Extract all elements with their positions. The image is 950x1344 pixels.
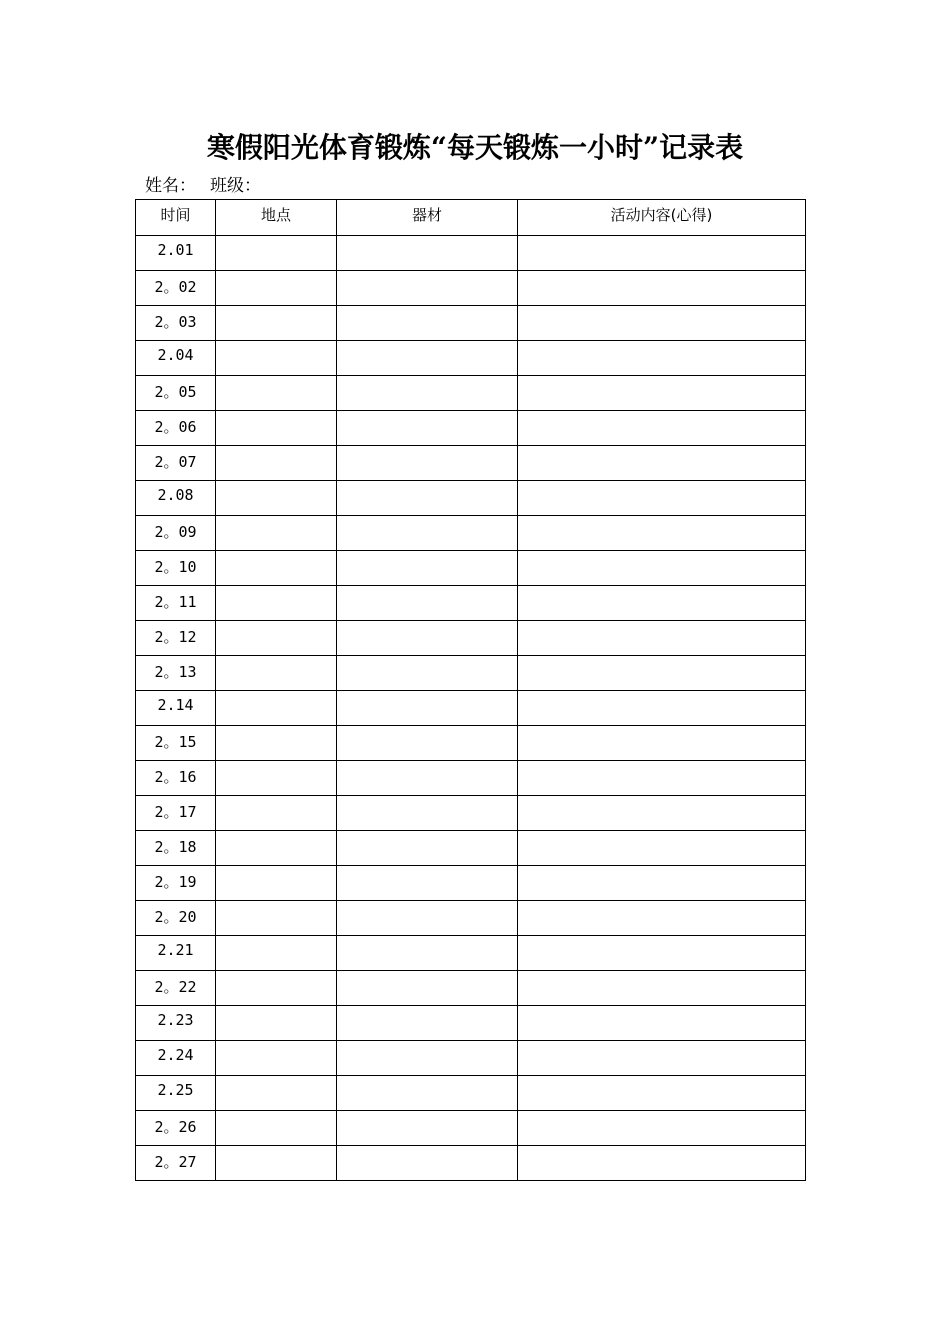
activity-cell[interactable] — [518, 866, 806, 901]
date-cell: 2。19 — [136, 866, 216, 901]
activity-cell[interactable] — [518, 551, 806, 586]
table-row — [136, 271, 806, 306]
header-location: 地点 — [216, 200, 337, 236]
table-row — [136, 411, 806, 446]
equipment-cell[interactable] — [337, 481, 518, 516]
equipment-cell[interactable] — [337, 271, 518, 306]
header-time: 时间 — [136, 200, 216, 236]
date-cell: 2。12 — [136, 621, 216, 656]
location-cell[interactable] — [216, 411, 337, 446]
table-row — [136, 866, 806, 901]
equipment-cell[interactable] — [337, 691, 518, 726]
table-row — [136, 1111, 806, 1146]
equipment-cell[interactable] — [337, 726, 518, 761]
location-cell[interactable] — [216, 586, 337, 621]
date-cell: 2.04 — [136, 341, 216, 376]
equipment-cell[interactable] — [337, 936, 518, 971]
equipment-cell[interactable] — [337, 656, 518, 691]
table-row — [136, 1146, 806, 1181]
activity-cell[interactable] — [518, 796, 806, 831]
location-cell[interactable] — [216, 866, 337, 901]
activity-cell[interactable] — [518, 306, 806, 341]
location-cell[interactable] — [216, 971, 337, 1006]
location-cell[interactable] — [216, 901, 337, 936]
header-equipment: 器材 — [337, 200, 518, 236]
table-row — [136, 306, 806, 341]
date-cell: 2。11 — [136, 586, 216, 621]
location-cell[interactable] — [216, 446, 337, 481]
location-cell[interactable] — [216, 481, 337, 516]
equipment-cell[interactable] — [337, 971, 518, 1006]
class-label: 班级： — [210, 176, 261, 196]
student-info — [145, 174, 261, 198]
table-row — [136, 936, 806, 971]
equipment-cell[interactable] — [337, 376, 518, 411]
page-title: 寒假阳光体育锻炼“每天锻炼一小时”记录表 — [206, 131, 744, 164]
date-cell: 2。03 — [136, 306, 216, 341]
equipment-cell[interactable] — [337, 236, 518, 271]
table-row — [136, 551, 806, 586]
location-cell[interactable] — [216, 831, 337, 866]
equipment-cell[interactable] — [337, 586, 518, 621]
table-row — [136, 1041, 806, 1076]
activity-cell[interactable] — [518, 586, 806, 621]
equipment-cell[interactable] — [337, 1111, 518, 1146]
table-row — [136, 481, 806, 516]
location-cell[interactable] — [216, 656, 337, 691]
date-cell: 2。16 — [136, 761, 216, 796]
equipment-cell[interactable] — [337, 411, 518, 446]
table-row — [136, 971, 806, 1006]
date-cell: 2。06 — [136, 411, 216, 446]
date-cell: 2。02 — [136, 271, 216, 306]
table-body — [136, 236, 806, 1181]
table-row — [136, 901, 806, 936]
date-cell: 2。10 — [136, 551, 216, 586]
equipment-cell[interactable] — [337, 866, 518, 901]
equipment-cell[interactable] — [337, 1041, 518, 1076]
activity-cell[interactable] — [518, 271, 806, 306]
table-row — [136, 761, 806, 796]
table-row — [136, 446, 806, 481]
location-cell[interactable] — [216, 271, 337, 306]
location-cell[interactable] — [216, 306, 337, 341]
date-cell: 2。13 — [136, 656, 216, 691]
equipment-cell[interactable] — [337, 796, 518, 831]
table-row — [136, 1076, 806, 1111]
table-header-row — [136, 200, 806, 236]
exercise-log-table — [135, 199, 806, 1181]
table-row — [136, 516, 806, 551]
location-cell[interactable] — [216, 691, 337, 726]
location-cell[interactable] — [216, 376, 337, 411]
activity-cell[interactable] — [518, 656, 806, 691]
activity-cell[interactable] — [518, 621, 806, 656]
date-cell: 2.23 — [136, 1006, 216, 1041]
table-row — [136, 831, 806, 866]
date-cell: 2。20 — [136, 901, 216, 936]
date-cell: 2。26 — [136, 1111, 216, 1146]
date-cell: 2.08 — [136, 481, 216, 516]
activity-cell[interactable] — [518, 1076, 806, 1111]
location-cell[interactable] — [216, 551, 337, 586]
equipment-cell[interactable] — [337, 551, 518, 586]
header-activity: 活动内容(心得) — [518, 200, 806, 236]
location-cell[interactable] — [216, 726, 337, 761]
date-cell: 2.14 — [136, 691, 216, 726]
activity-cell[interactable] — [518, 516, 806, 551]
equipment-cell[interactable] — [337, 446, 518, 481]
location-cell[interactable] — [216, 1111, 337, 1146]
location-cell[interactable] — [216, 1076, 337, 1111]
activity-cell[interactable] — [518, 446, 806, 481]
table-row — [136, 726, 806, 761]
table-row — [136, 586, 806, 621]
activity-cell[interactable] — [518, 761, 806, 796]
equipment-cell[interactable] — [337, 306, 518, 341]
location-cell[interactable] — [216, 516, 337, 551]
name-label: 姓名： — [145, 176, 196, 196]
activity-cell[interactable] — [518, 236, 806, 271]
location-cell[interactable] — [216, 936, 337, 971]
activity-cell[interactable] — [518, 1146, 806, 1181]
equipment-cell[interactable] — [337, 1146, 518, 1181]
table-row — [136, 236, 806, 271]
table-row — [136, 376, 806, 411]
equipment-cell[interactable] — [337, 901, 518, 936]
activity-cell[interactable] — [518, 691, 806, 726]
date-cell: 2。22 — [136, 971, 216, 1006]
date-cell: 2。17 — [136, 796, 216, 831]
activity-cell[interactable] — [518, 376, 806, 411]
location-cell[interactable] — [216, 1006, 337, 1041]
equipment-cell[interactable] — [337, 516, 518, 551]
table-row — [136, 1006, 806, 1041]
location-cell[interactable] — [216, 1146, 337, 1181]
location-cell[interactable] — [216, 236, 337, 271]
activity-cell[interactable] — [518, 341, 806, 376]
activity-cell[interactable] — [518, 1041, 806, 1076]
table-row — [136, 621, 806, 656]
activity-cell[interactable] — [518, 411, 806, 446]
location-cell[interactable] — [216, 796, 337, 831]
table-row — [136, 691, 806, 726]
location-cell[interactable] — [216, 761, 337, 796]
activity-cell[interactable] — [518, 1111, 806, 1146]
date-cell: 2。09 — [136, 516, 216, 551]
date-cell: 2。27 — [136, 1146, 216, 1181]
date-cell: 2。07 — [136, 446, 216, 481]
date-cell: 2.21 — [136, 936, 216, 971]
equipment-cell[interactable] — [337, 341, 518, 376]
activity-cell[interactable] — [518, 901, 806, 936]
date-cell: 2。18 — [136, 831, 216, 866]
equipment-cell[interactable] — [337, 621, 518, 656]
activity-cell[interactable] — [518, 1006, 806, 1041]
activity-cell[interactable] — [518, 831, 806, 866]
activity-cell[interactable] — [518, 936, 806, 971]
date-cell: 2.25 — [136, 1076, 216, 1111]
date-cell: 2.24 — [136, 1041, 216, 1076]
equipment-cell[interactable] — [337, 1076, 518, 1111]
date-cell: 2。05 — [136, 376, 216, 411]
activity-cell[interactable] — [518, 481, 806, 516]
table-row — [136, 796, 806, 831]
table-row — [136, 341, 806, 376]
activity-cell[interactable] — [518, 726, 806, 761]
location-cell[interactable] — [216, 621, 337, 656]
date-cell: 2.01 — [136, 236, 216, 271]
location-cell[interactable] — [216, 341, 337, 376]
equipment-cell[interactable] — [337, 761, 518, 796]
location-cell[interactable] — [216, 1041, 337, 1076]
activity-cell[interactable] — [518, 971, 806, 1006]
table-row — [136, 656, 806, 691]
equipment-cell[interactable] — [337, 831, 518, 866]
equipment-cell[interactable] — [337, 1006, 518, 1041]
date-cell: 2。15 — [136, 726, 216, 761]
